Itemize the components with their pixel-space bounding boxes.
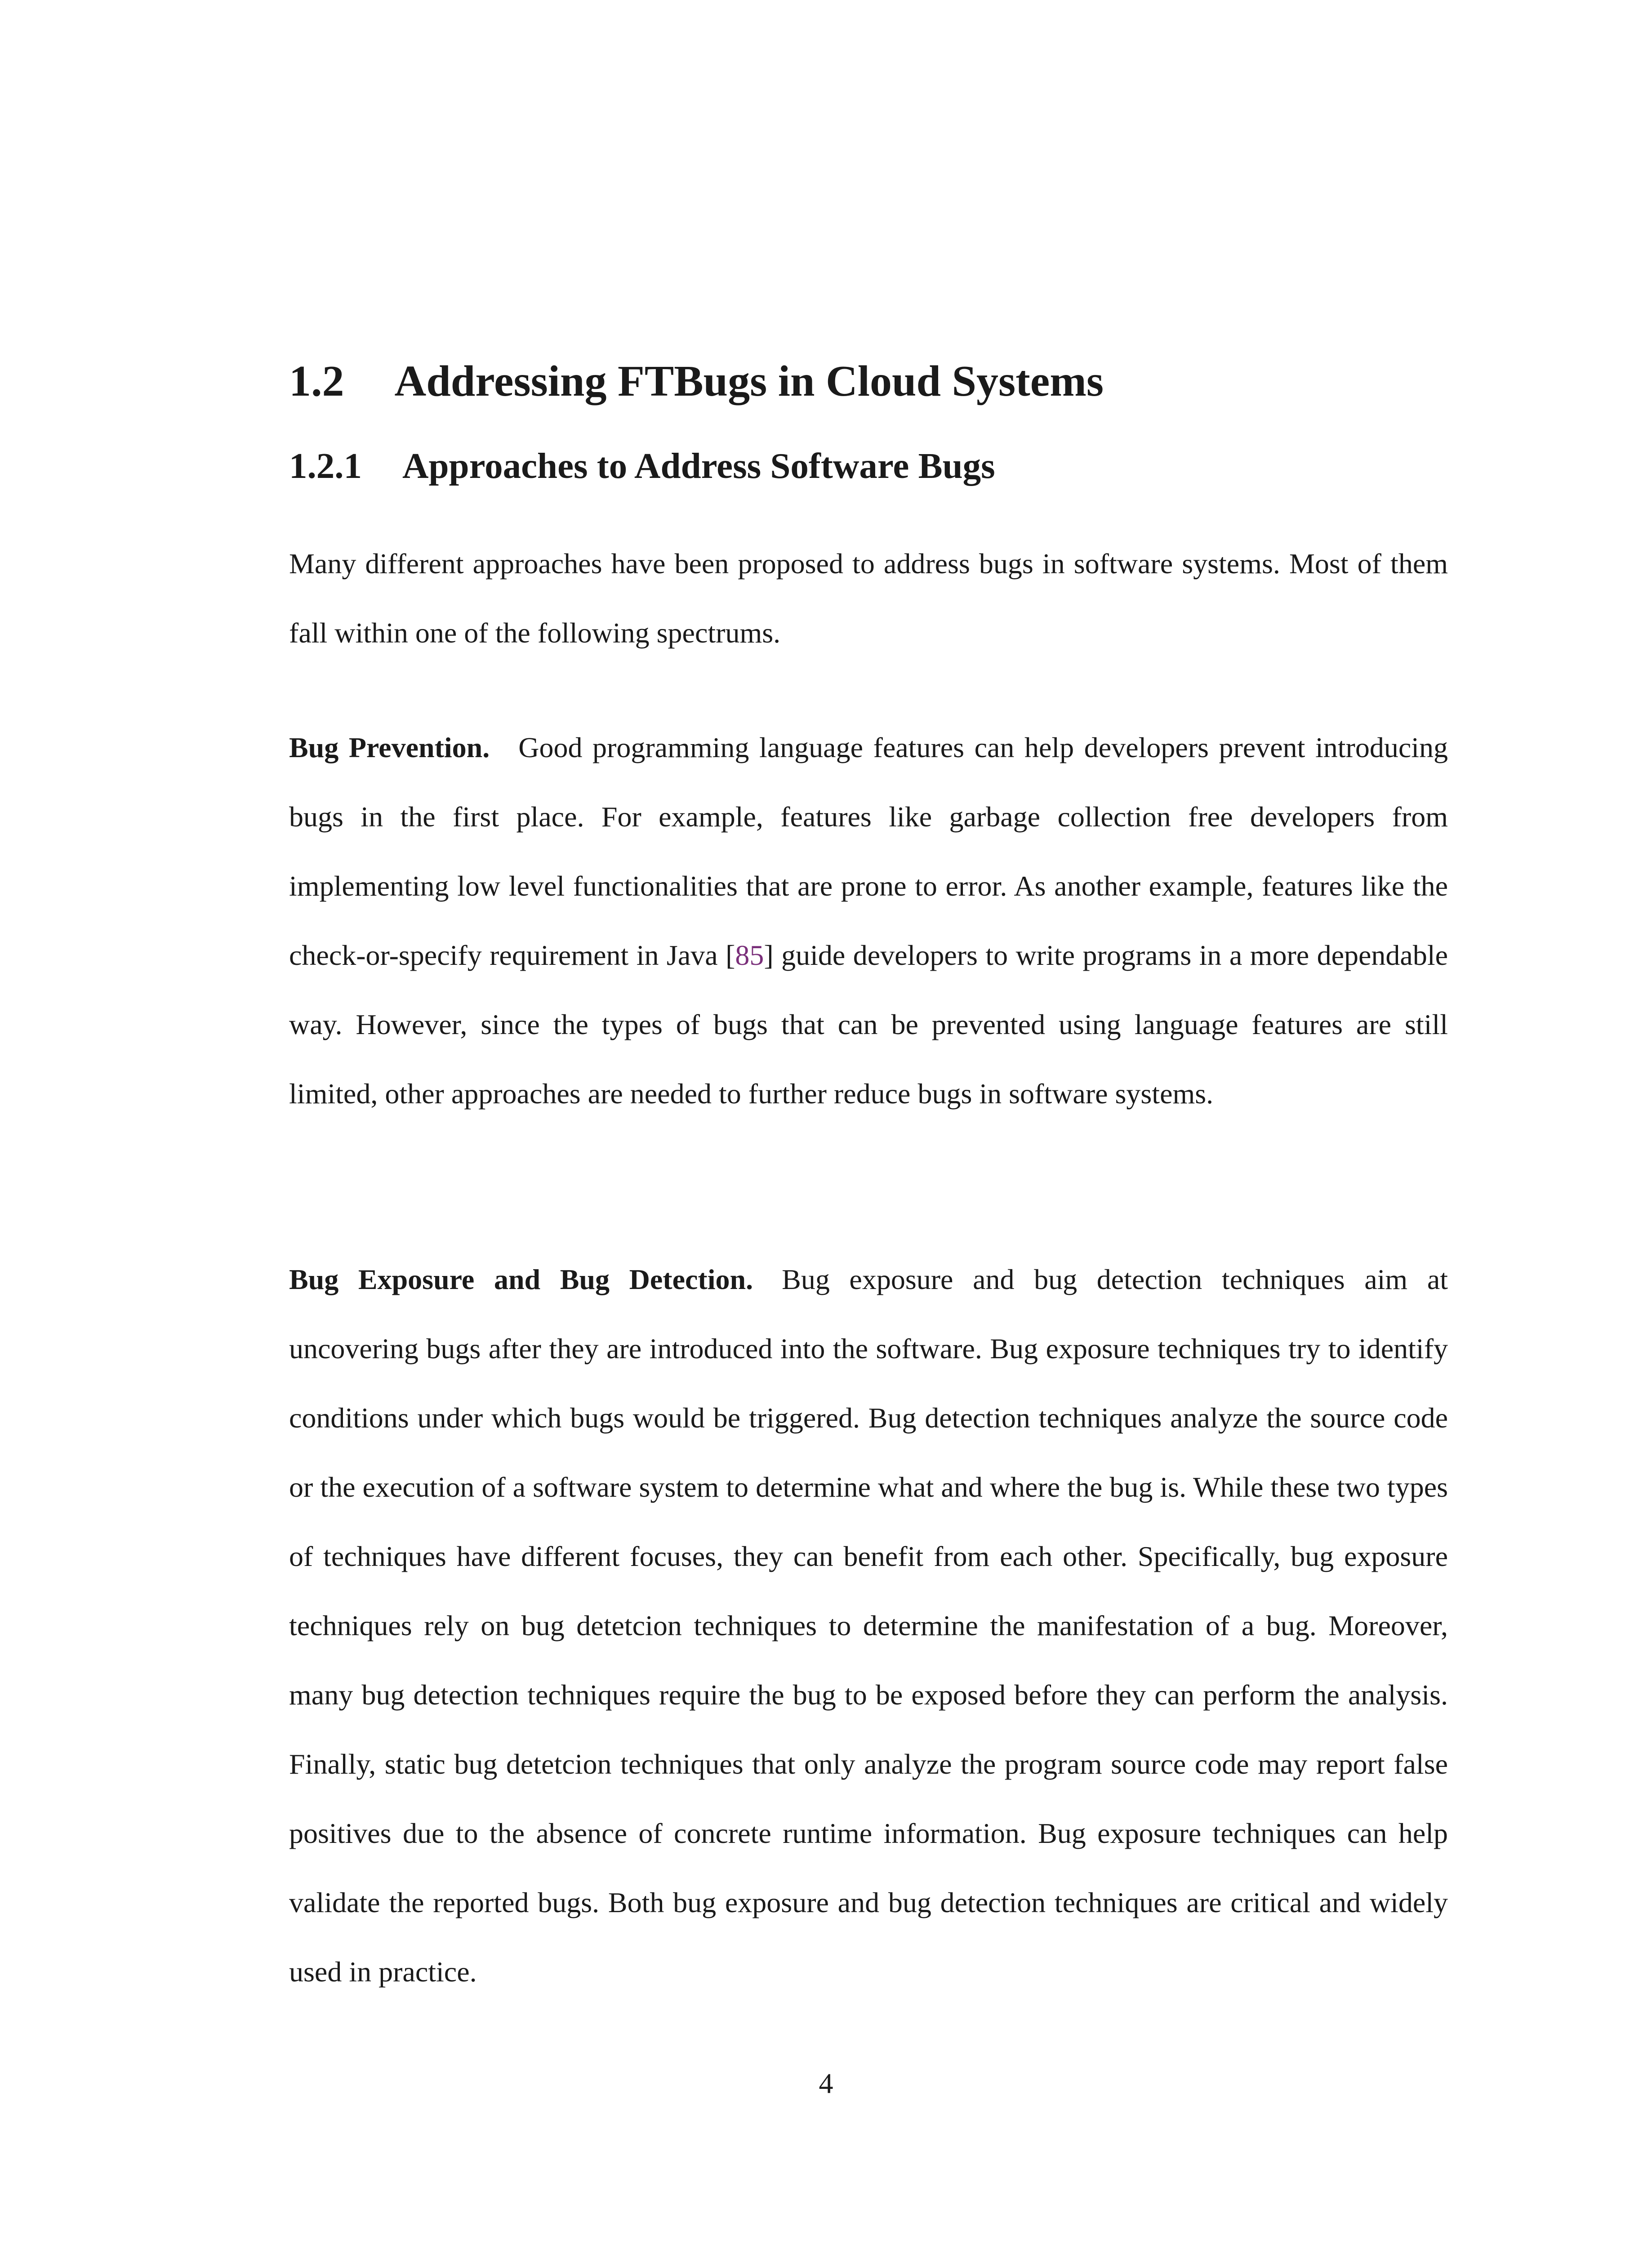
bug-prevention-paragraph <box>289 713 1448 1128</box>
section-number: 1.2 <box>289 357 344 406</box>
bug-prevention-text-before-citation: Good programming language features can help developers prevent introducing bugs in the first place. For example, features like garbage collection free developers from implementing low level functionalities that are prone to error. As another example, features like the check-or-specify requirement in Java [ <box>289 731 1448 971</box>
page-number: 4 <box>819 2067 833 2099</box>
section-heading <box>289 355 1448 408</box>
bug-exposure-paragraph <box>289 1245 1448 2007</box>
subsection-title: Approaches to Address Software Bugs <box>402 446 995 486</box>
intro-paragraph: Many different approaches have been proposed to address bugs in software systems. Most of them fall within one of the following spectrums. <box>289 548 1448 649</box>
bug-prevention-heading: Bug Prevention. <box>289 731 490 763</box>
citation-link[interactable]: 85 <box>735 939 764 971</box>
subsection-number: 1.2.1 <box>289 446 362 486</box>
section-title: Addressing FTBugs in Cloud Systems <box>394 357 1104 406</box>
bug-exposure-heading: Bug Exposure and Bug Detection. <box>289 1263 753 1295</box>
bug-exposure-text: Bug exposure and bug detection techniques aim at uncovering bugs after they are introduced into the software. Bug exposure techniques try to identify conditions under which bugs would be triggered. Bug detection techniques analyze the source code or the execution of a software system to determine what and where the bug is. While these two types of techniques have different focuses, they can benefit from each other. Specifically, bug exposure techniques rely on bug detetcion techniques to determine the manifestation of a bug. Moreover, many bug detection techniques require the bug to be exposed before they can perform the analysis. Finally, static bug detetcion techniques that only analyze the program source code may report false positives due to the absence of concrete runtime information. Bug exposure techniques can help validate the reported bugs. Both bug exposure and bug detection techniques are critical and widely used in practice. <box>289 1263 1448 1988</box>
subsection-heading <box>289 444 1448 488</box>
bug-prevention-text-after-citation: ] guide developers to write programs in a more dependable way. However, since the types of bugs that can be prevented using language features are still limited, other approaches are needed to further reduce bugs in software systems. <box>289 939 1448 1110</box>
